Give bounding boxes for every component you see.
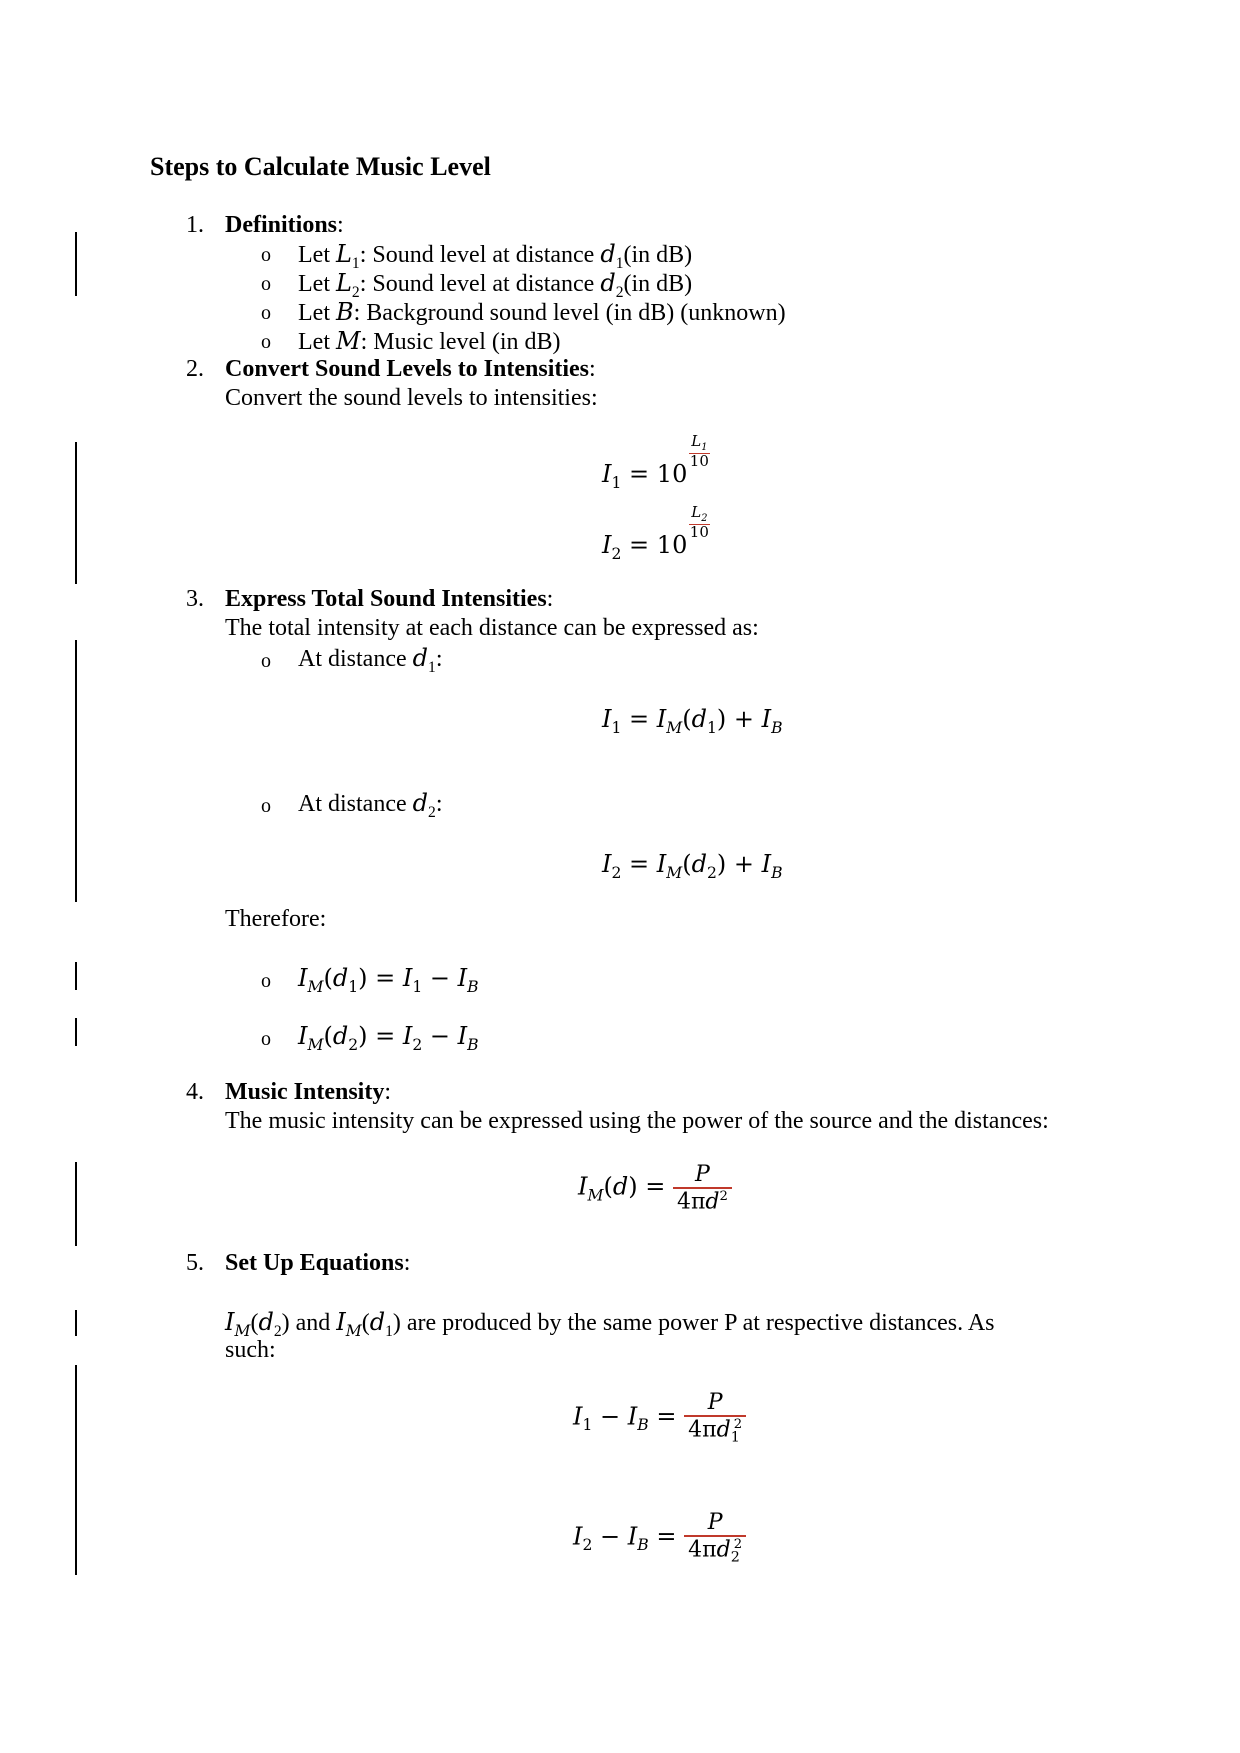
change-bar (75, 1162, 77, 1246)
section-number: 1. (186, 212, 204, 238)
change-bar (75, 640, 77, 902)
change-bar (75, 962, 77, 990)
page-title: Steps to Calculate Music Level (150, 152, 491, 181)
therefore-label: Therefore: (225, 906, 327, 932)
section-heading: Set Up Equations: (225, 1250, 411, 1276)
distance-bullet: At distance $d_2$: (298, 789, 443, 821)
equation-i1-exp: $I_1 = 10$ $L_1$ 10 (602, 432, 709, 492)
section-number: 5. (186, 1250, 204, 1276)
bullet-marker: o (261, 273, 271, 295)
distance-bullet: At distance $d_1$: (298, 644, 443, 676)
section-intro: $I_M(d_2)$ and $I_M(d_1)$ are produced by the same power P at respective distances. As (225, 1308, 995, 1340)
change-bar (75, 232, 77, 296)
definition-item: Let M: Music level (in dB) (298, 327, 561, 355)
definition-item: Let $L_1$: Sound level at distance $d_1(in$ dB) (298, 240, 693, 272)
bullet-marker: o (261, 1028, 271, 1050)
bullet-marker: o (261, 302, 271, 324)
section-heading: Convert Sound Levels to Intensities: (225, 356, 596, 382)
equation-i2-total: $I_2 = I_M(d_2) + I_B$ (602, 850, 783, 882)
change-bar (75, 442, 77, 584)
section-heading: Definitions: (225, 212, 344, 238)
bullet-marker: o (261, 650, 271, 672)
section-intro-line2: such: (225, 1337, 276, 1363)
bullet-marker: o (261, 244, 271, 266)
equation-p-d2: $I_2 - I_B$ = $\frac{P}{4\pi d_2^2}$ (573, 1510, 746, 1566)
section-number: 2. (186, 356, 204, 382)
equation-p-d1: $I_1 - I_B$ = $\frac{P}{4\pi d_1^2}$ (573, 1390, 746, 1446)
section-intro: The music intensity can be expressed using the power of the source and the distances: (225, 1108, 1049, 1134)
section-heading: Music Intensity: (225, 1079, 392, 1105)
section-number: 4. (186, 1079, 204, 1105)
section-number: 3. (186, 586, 204, 612)
bullet-marker: o (261, 795, 271, 817)
equation-im-d1: $I_M(d_1) = I_1 - I_B$ (298, 964, 479, 996)
section-heading: Express Total Sound Intensities: (225, 586, 554, 612)
equation-i1-total: $I_1 = I_M(d_1) + I_B$ (602, 705, 783, 737)
bullet-marker: o (261, 970, 271, 992)
bullet-marker: o (261, 331, 271, 353)
definition-item: Let B: Background sound level (in dB) (unknown) (298, 298, 786, 326)
definition-item: Let $L_2$: Sound level at distance $d_2(in$ dB) (298, 269, 693, 301)
change-bar (75, 1018, 77, 1046)
change-bar (75, 1310, 77, 1336)
section-intro: The total intensity at each distance can be expressed as: (225, 615, 759, 641)
equation-im-d2: $I_M(d_2) = I_2 - I_B$ (298, 1022, 479, 1054)
equation-im-d: $I_M(d)$ = $\frac{P}{4\pi d^2}$ (578, 1162, 732, 1214)
section-intro: Convert the sound levels to intensities: (225, 385, 598, 411)
equation-i2-exp: $I_2 = 10$ $L_2$ 10 (602, 503, 709, 563)
change-bar (75, 1365, 77, 1575)
